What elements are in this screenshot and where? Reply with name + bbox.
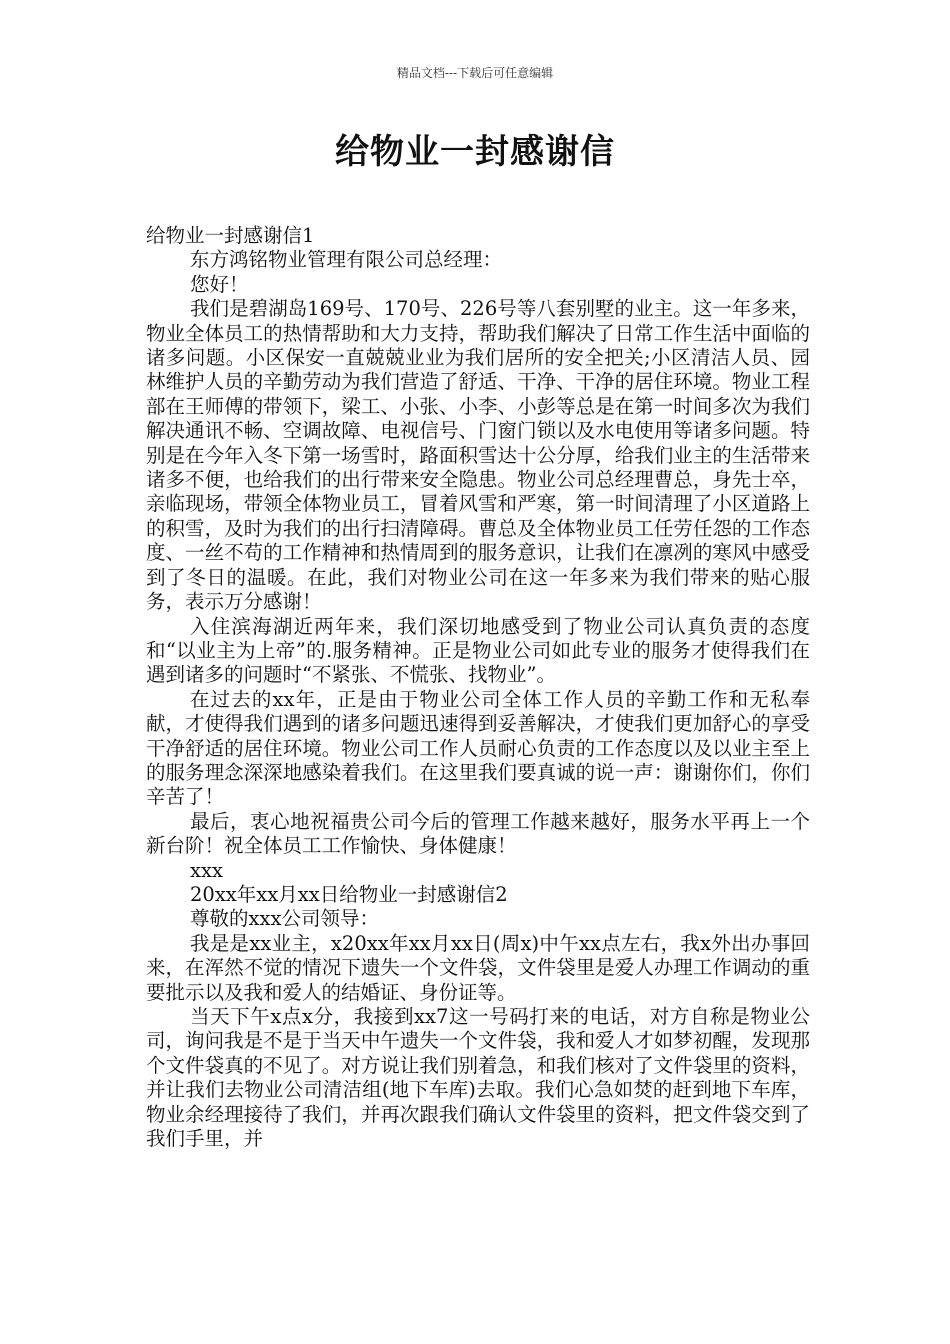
paragraph: 在过去的xx年，正是由于物业公司全体工作人员的辛勤工作和无私奉献，才使得我们遇到的诸多问题迅速得到妥善解决，才使我们更加舒心的享受干净舒适的居住环境。物业公司工作人员耐心负责的工作态度以及以业主至上的服务理念深深地感染着我们。在这里我们要真诚的说一声：谢谢你们，你们辛苦了！ [146, 687, 810, 809]
paragraph: 当天下午x点x分，我接到xx7这一号码打来的电话，对方自称是物业公司，询问我是不是于当天中午遗失一个文件袋，我和爱人才如梦初醒，发现那个文件袋真的不见了。对方说让我们别着急，和我们核对了文件袋里的资料，并让我们去物业公司清洁组(地下车库)去取。我们心急如焚的赶到地下车库，物业余经理接待了我们，并再次跟我们确认文件袋里的资料，把文件袋交到了我们手里，并 [146, 1005, 810, 1151]
paragraph: 您好！ [190, 272, 249, 296]
paragraph: 东方鸿铭物业管理有限公司总经理： [190, 248, 503, 272]
document-body [146, 224, 810, 1151]
paragraph: 入住滨海湖近两年来，我们深切地感受到了物业公司认真负责的态度和“以业主为上帝”的.服务精神。正是物业公司如此专业的服务才使得我们在遇到诸多的问题时“不紧张、不慌张、找物业”。 [146, 614, 810, 687]
document-title: 给物业一封感谢信 [335, 132, 615, 172]
paragraph: 给物业一封感谢信1 [146, 224, 315, 247]
paragraph: 我是是xx业主，x20xx年xx月xx日(周x)中午xx点左右，我x外出办事回来，在浑然不觉的情况下遗失一个文件袋，文件袋里是爱人办理工作调动的重要批示以及我和爱人的结婚证、身份证等。 [146, 931, 810, 1004]
paragraph: 最后，衷心地祝福贵公司今后的管理工作越来越好，服务水平再上一个新台阶！祝全体员工工作愉快、身体健康！ [146, 809, 810, 858]
paragraph: 我们是碧湖岛169号、170号、226号等八套别墅的业主。这一年多来，物业全体员工的热情帮助和大力支持，帮助我们解决了日常工作生活中面临的诸多问题。小区保安一直兢兢业业为我们居所的安全把关;小区清洁人员、园林维护人员的辛勤劳动为我们营造了舒适、干净、干净的居住环境。物业工程部在王师傅的带领下，梁工、小张、小李、小彭等总是在第一时间多次为我们解决通讯不畅、空调故障、电视信号、门窗门锁以及水电使用等诸多问题。特别是在今年入冬下第一场雪时，路面积雪达十公分厚，给我们业主的生活带来诸多不便，也给我们的出行带来安全隐患。物业公司总经理曹总，身先士卒，亲临现场，带领全体物业员工，冒着风雪和严寒，第一时间清理了小区道路上的积雪，及时为我们的出行扫清障碍。曹总及全体物业员工任劳任怨的工作态度、一丝不苟的工作精神和热情周到的服务意识，让我们在凛冽的寒风中感受到了冬日的温暖。在此，我们对物业公司在这一年多来为我们带来的贴心服务，表示万分感谢！ [146, 297, 810, 614]
paragraph: xxx [190, 858, 223, 882]
paragraph: 20xx年xx月xx日给物业一封感谢信2 [190, 882, 508, 906]
paragraph: 尊敬的xxx公司领导： [190, 907, 379, 931]
header-note: 精品文档---下载后可任意编辑 [396, 66, 554, 80]
